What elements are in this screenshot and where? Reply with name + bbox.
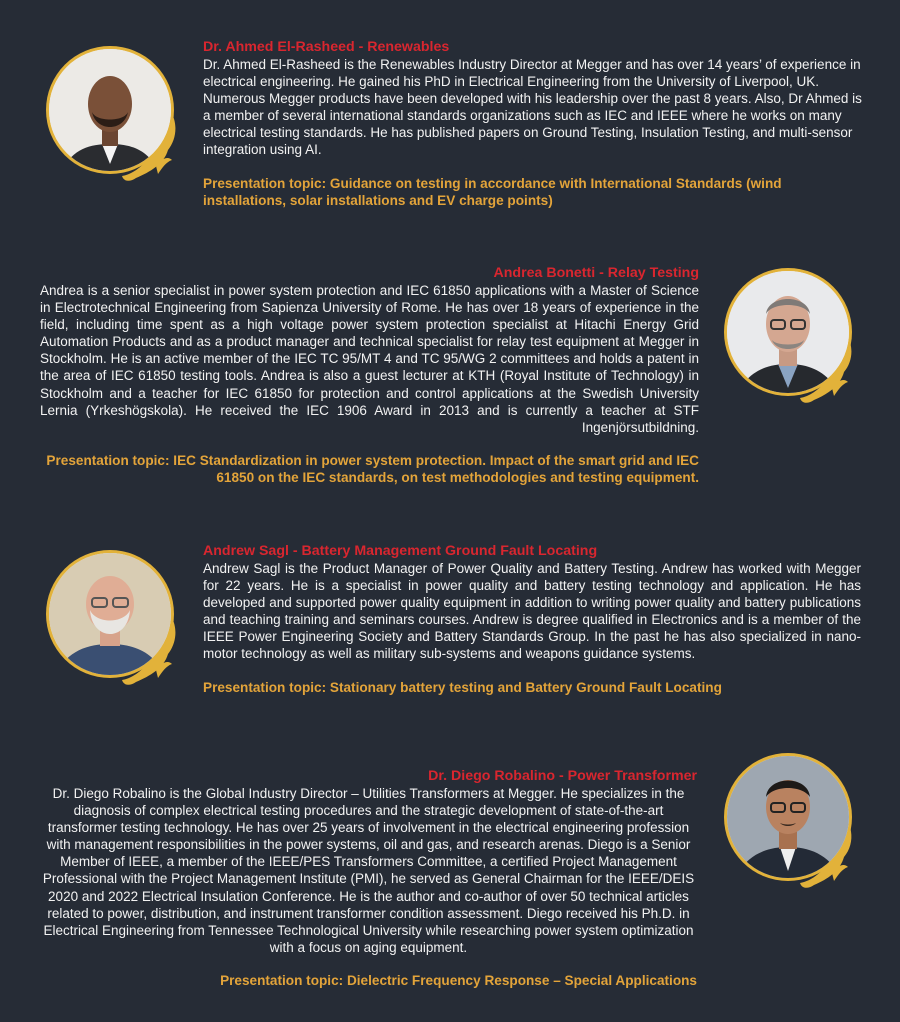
- presentation-topic: Presentation topic: IEC Standardization in power system protection. Impact of the smart grid and IEC 61850 on the IEC standards, on test methodologies and testing equipment.: [46, 452, 699, 486]
- speaker-ahmed: [203, 39, 863, 209]
- speaker-bio: Andrea is a senior specialist in power system protection and IEC 61850 applications with a Master of Science in Electrotechnical Engineering from Sapienza University of Rome. He has over 18 years of experience in the field, including time spent as a high voltage power system protection specialist at Hitachi Energy Grid Automation Products and as a product manager and technical specialist for relay test equipment at Megger in Stockholm. He is an active member of the IEC TC 95/MT 4 and TC 95/WG 2 committees and holds a patent in the area of IEC 61850 testing tools. Andrea is also a guest lecturer at KTH (Royal Institute of Technology) in Stockholm and a teacher for IEC 61850 for protection and control applications at the Swedish University Lernia (Yrkeshögskola). He received the IEC 1906 Award in 2013 and is currently a teacher at STF Ingenjörsutbildning.: [40, 283, 699, 435]
- speaker-photo-andrew: [38, 544, 188, 694]
- presentation-topic: Presentation topic: Dielectric Frequency Response – Special Applications: [220, 972, 697, 988]
- speaker-bio: Dr. Ahmed El-Rasheed is the Renewables Industry Director at Megger and has over 14 years’ of experience in electrical engineering. He gained his PhD in Electrical Engineering from the University of Liverpool, UK. Numerous Megger products have been developed with his leadership over the past 8 years. Also, Dr Ahmed is a member of several international standards organizations such as IEC and IEEE where he works on many electrical testing standards. He has published papers on Ground Testing, Insulation Testing, and multi-sensor integration using AI.: [203, 57, 862, 158]
- speaker-photo-andrea: [716, 262, 866, 412]
- speaker-photo-ahmed: [38, 40, 188, 190]
- presentation-topic: Presentation topic: Guidance on testing in accordance with International Standards (wind installations, solar installations and EV charge points): [203, 175, 782, 208]
- speaker-bio: Andrew Sagl is the Product Manager of Power Quality and Battery Testing. Andrew has worked with Megger for 22 years. He is a specialist in power quality and battery testing technology and application. He has developed and supported power quality equipment in addition to writing power quality and battery publications and teaching training and seminars courses. Andrew is degree qualified in Electronics and is a member of the IEEE Power Engineering Society and Battery Standards Group. In the past he has also specialized in nano-motor technology as well as military sub-systems and weapons guidance systems.: [203, 561, 861, 662]
- speaker-diego: [40, 768, 697, 989]
- speaker-name: Dr. Ahmed El-Rasheed - Renewables: [203, 39, 450, 55]
- speaker-bio: Dr. Diego Robalino is the Global Industry Director – Utilities Transformers at Megger. He specializes in the diagnosis of complex electrical testing procedures and the strategic development of state-of-the-art transformer testing technology. He has over 25 years of involvement in the electrical engineering profession with management responsibilities in the power systems, oil and gas, and research arenas. Diego is a Senior Member of IEEE, a member of the IEEE/PES Transformers Committee, a certified Project Management Professional with the Project Management Institute (PMI), he served as General Chairman for the IEEE/DEIS 2020 and 2022 Electrical Insulation Conference. He is the author and co-author of over 50 technical articles related to power, distribution, and instrument transformer condition assessment. Diego received his Ph.D. in Electrical Engineering from Tennessee Technological University while researching power system optimization with a focus on aging equipment.: [42, 786, 695, 955]
- presentation-topic: Presentation topic: Stationary battery testing and Battery Ground Fault Locating: [203, 679, 722, 695]
- speaker-name: Dr. Diego Robalino - Power Transformer: [428, 768, 697, 784]
- speaker-andrew: [203, 543, 861, 696]
- speaker-photo-diego: [716, 747, 866, 897]
- speaker-name: Andrea Bonetti - Relay Testing: [493, 265, 699, 281]
- speaker-name: Andrew Sagl - Battery Management Ground Fault Locating: [203, 543, 598, 559]
- speaker-andrea: [40, 265, 699, 486]
